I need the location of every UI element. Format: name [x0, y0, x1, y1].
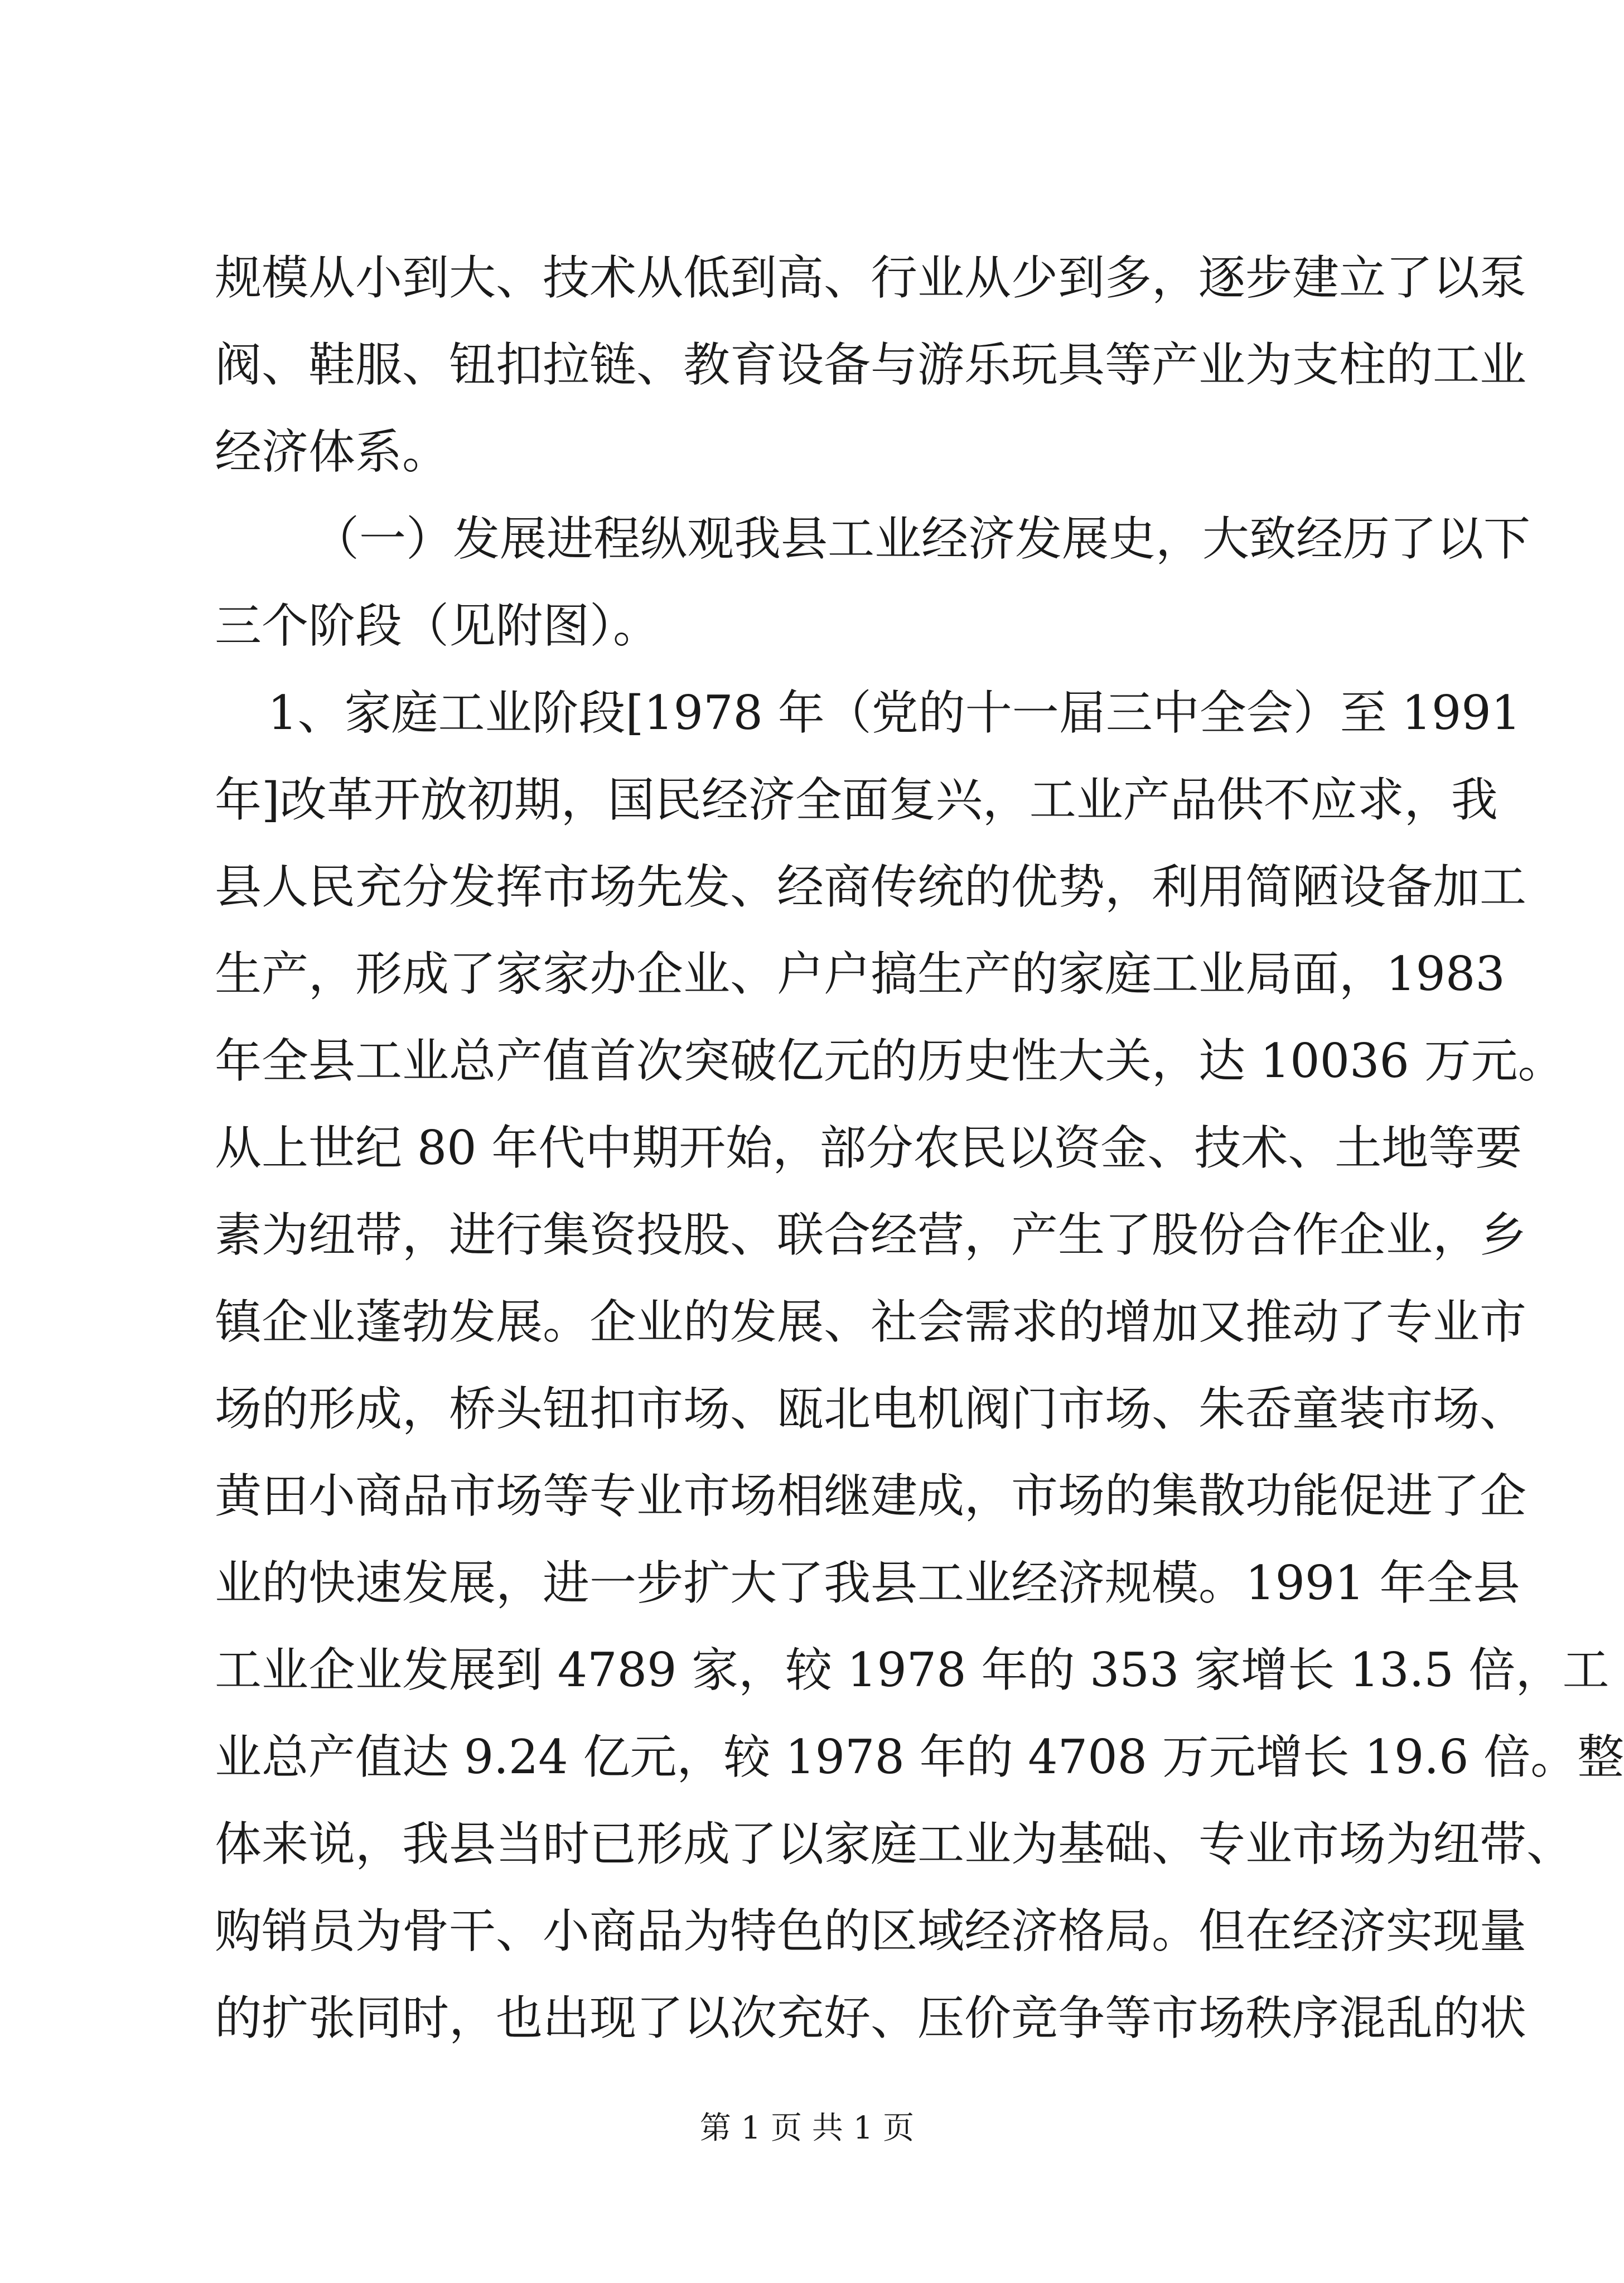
text-line: 业的快速发展，进一步扩大了我县工业经济规模。1991 年全县	[215, 1556, 1520, 1610]
text-line: 阀、鞋服、钮扣拉链、教育设备与游乐玩具等产业为支柱的工业	[215, 337, 1527, 392]
text-line: 经济体系。	[215, 424, 450, 479]
text-line: 场的形成，桥头钮扣市场、瓯北电机阀门市场、朱岙童装市场、	[215, 1382, 1527, 1436]
text-line: 生产，形成了家家办企业、户户搞生产的家庭工业局面，1983	[215, 947, 1505, 1001]
text-line: 规模从小到大、技术从低到高、行业从少到多，逐步建立了以泵	[215, 250, 1527, 305]
text-line: 素为纽带，进行集资投股、联合经营，产生了股份合作企业，乡	[215, 1208, 1527, 1262]
text-line: 镇企业蓬勃发展。企业的发展、社会需求的增加又推动了专业市	[215, 1295, 1527, 1349]
paragraph-heading-line: （一）发展进程纵观我县工业经济发展史，大致经历了以下	[312, 511, 1531, 566]
text-line: 工业企业发展到 4789 家，较 1978 年的 353 家增长 13.5 倍，工	[215, 1643, 1610, 1697]
text-line: 年]改革开放初期，国民经济全面复兴，工业产品供不应求，我	[215, 773, 1498, 827]
text-line: 业总产值达 9.24 亿元，较 1978 年的 4708 万元增长 19.6 倍。整	[215, 1730, 1624, 1784]
text-line: 体来说，我县当时已形成了以家庭工业为基础、专业市场为纽带、	[215, 1817, 1574, 1871]
text-line: 三个阶段（见附图）。	[215, 598, 660, 653]
text-line: 年全县工业总产值首次突破亿元的历史性大关，达 10036 万元。	[215, 1034, 1565, 1088]
section-heading-line: 1、家庭工业阶段[1978 年（党的十一届三中全会）至 1991	[268, 686, 1521, 740]
text-line: 的扩张同时，也出现了以次充好、压价竞争等市场秩序混乱的状	[215, 1991, 1527, 2045]
text-line: 黄田小商品市场等专业市场相继建成，市场的集散功能促进了企	[215, 1469, 1527, 1523]
page-footer: 第 1 页 共 1 页	[699, 2110, 915, 2146]
text-line: 县人民充分发挥市场先发、经商传统的优势，利用简陋设备加工	[215, 860, 1527, 914]
text-line: 从上世纪 80 年代中期开始，部分农民以资金、技术、土地等要	[215, 1121, 1522, 1175]
text-line: 购销员为骨干、小商品为特色的区域经济格局。但在经济实现量	[215, 1904, 1527, 1958]
